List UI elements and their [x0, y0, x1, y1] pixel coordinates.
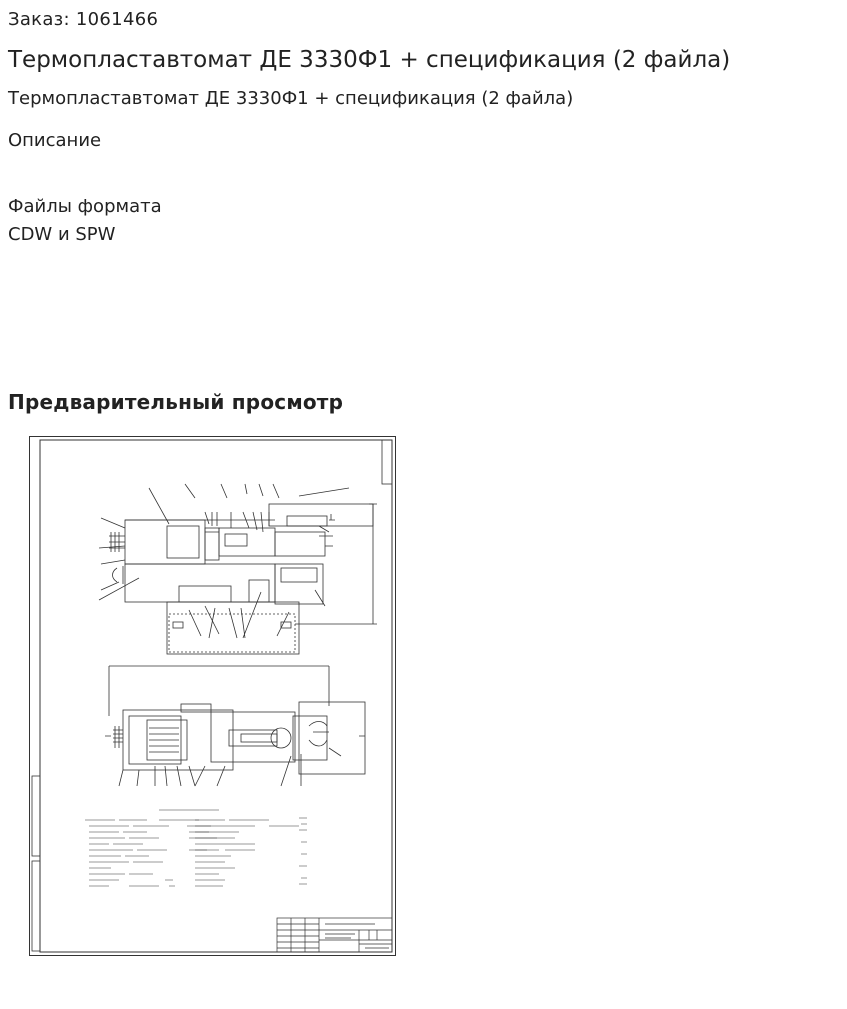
description-line-2: CDW и SPW [8, 224, 116, 245]
page-title: Термопластавтомат ДЕ 3330Ф1 + спецификация (2 файла) [8, 47, 731, 73]
description-line-1: Файлы формата [8, 196, 162, 217]
title-block [277, 918, 392, 952]
drawing-preview-image[interactable] [29, 436, 396, 956]
description-heading: Описание [8, 130, 102, 151]
preview-heading: Предварительный просмотр [8, 390, 344, 414]
page-subtitle: Термопластавтомат ДЕ 3330Ф1 + спецификация (2 файла) [8, 88, 574, 109]
drawing-top-view [99, 484, 377, 654]
drawing-side-view [105, 666, 365, 786]
description-text [8, 193, 162, 249]
specs-table [85, 810, 307, 886]
order-number: Заказ: 1061466 [8, 9, 159, 30]
